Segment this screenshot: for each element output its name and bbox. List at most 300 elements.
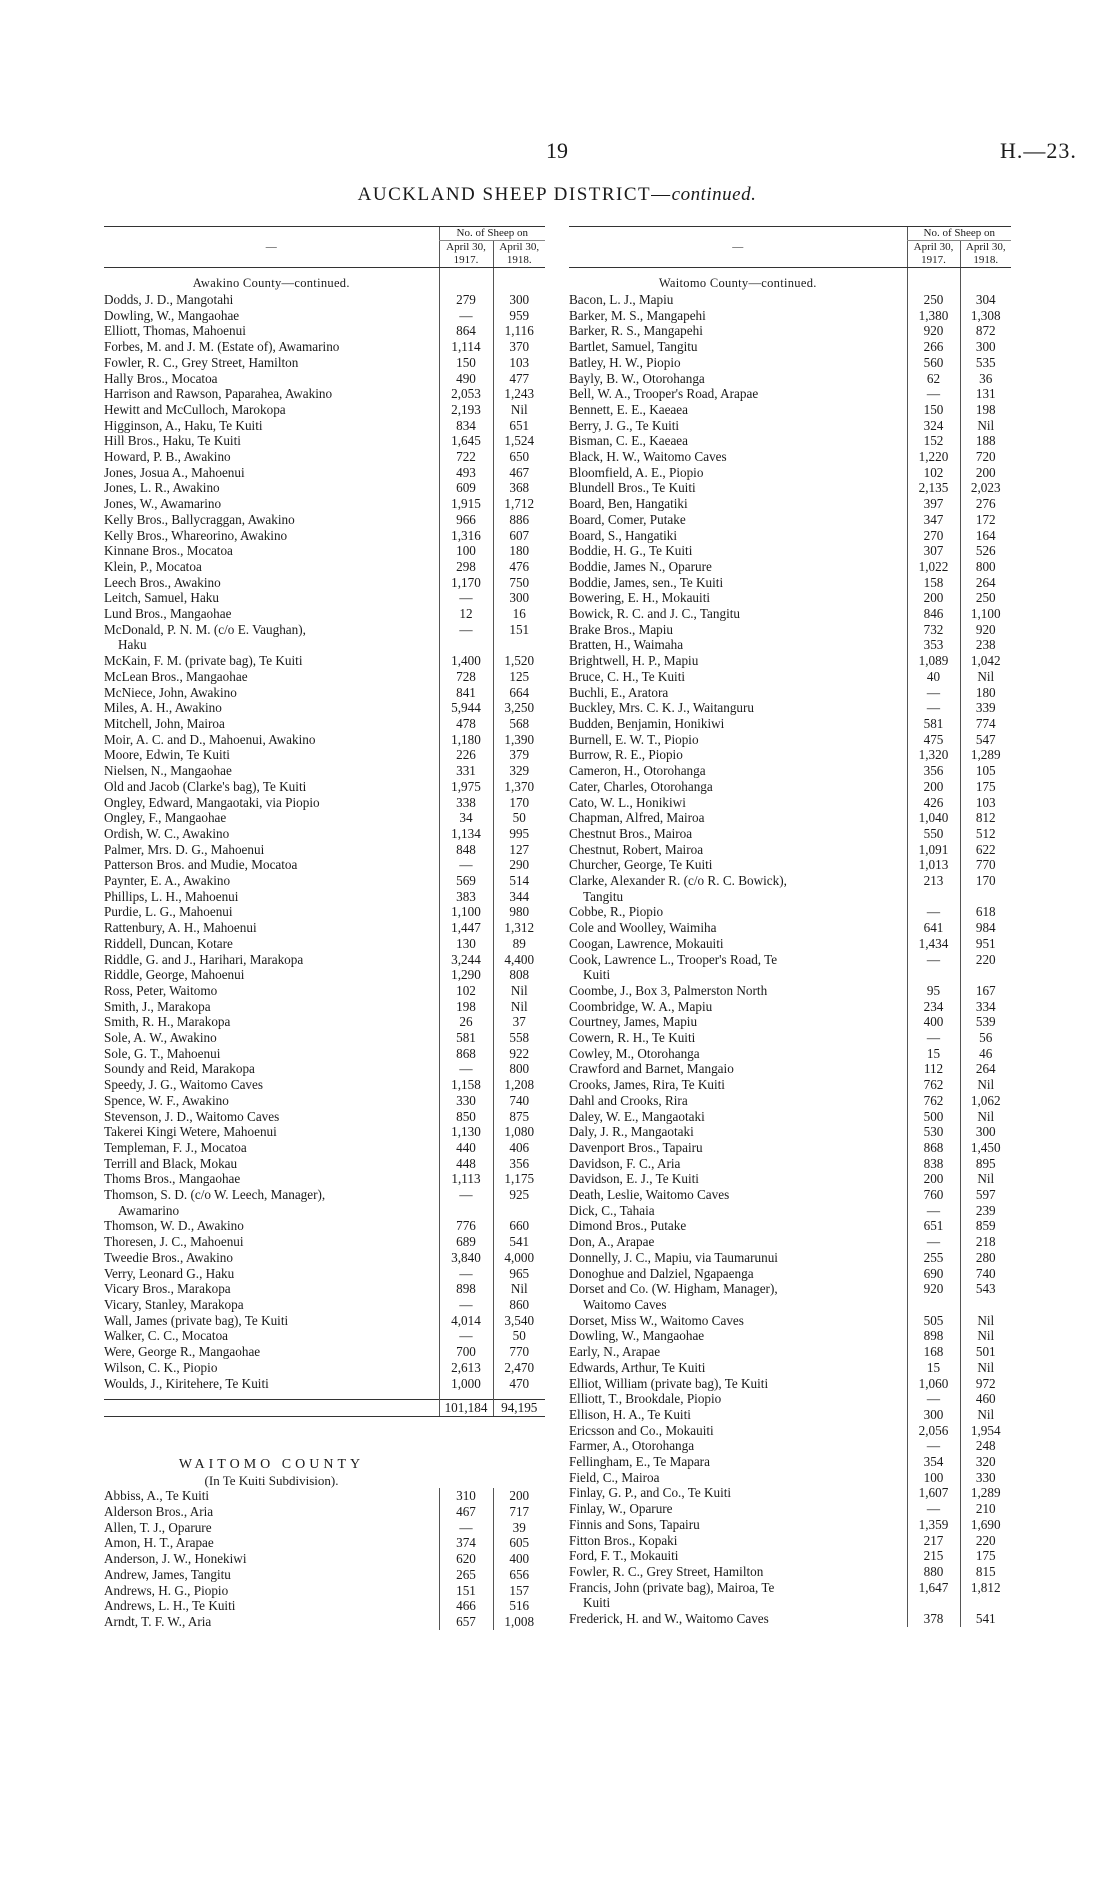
section-heading: Waitomo County—continued. <box>658 276 817 291</box>
sheep-1918: 1,712 <box>493 496 545 512</box>
owner-name: Riddle, G. and J., Harihari, Marakopa <box>104 951 304 967</box>
table-row <box>104 575 545 591</box>
table-row <box>104 873 545 889</box>
table-row <box>104 386 545 402</box>
sheep-1918: 800 <box>960 559 1011 575</box>
sheep-1917: 347 <box>907 512 960 528</box>
owner-name: Burrow, R. E., Piopio <box>569 747 683 763</box>
sheep-1917: 1,647 <box>907 1580 960 1596</box>
sheep-1918: 1,080 <box>493 1124 545 1140</box>
sheep-1917: 2,056 <box>907 1423 960 1439</box>
sheep-1918: 264 <box>960 575 1011 591</box>
table-row <box>569 1093 1011 1109</box>
sheep-1918: 984 <box>960 920 1011 936</box>
sheep-1918: 46 <box>960 1046 1011 1062</box>
sheep-1918: 50 <box>493 1328 545 1344</box>
table-row <box>104 496 545 512</box>
table-row <box>104 653 545 669</box>
sheep-1918: 875 <box>493 1109 545 1125</box>
sheep-1918 <box>960 889 1011 905</box>
sheep-1917: 2,135 <box>907 480 960 496</box>
owner-name: Templeman, F. J., Mocatoa <box>104 1139 247 1155</box>
owner-name: Old and Jacob (Clarke's bag), Te Kuiti <box>104 778 307 794</box>
sheep-1918: 276 <box>960 496 1011 512</box>
table-row <box>104 1614 545 1630</box>
sheep-1917 <box>907 889 960 905</box>
table-row <box>569 1030 1011 1046</box>
sheep-1918: 605 <box>493 1535 545 1551</box>
table-row <box>569 339 1011 355</box>
table-row <box>569 637 1011 653</box>
table-row <box>104 826 545 842</box>
table-row <box>569 857 1011 873</box>
sheep-1917: — <box>907 1391 960 1407</box>
sheep-1917: 880 <box>907 1564 960 1580</box>
sheep-1918: 39 <box>493 1520 545 1536</box>
table-row <box>104 904 545 920</box>
sheep-1918: 1,520 <box>493 653 545 669</box>
section-heading: Awakino County—continued. <box>192 276 350 291</box>
table-row <box>104 1416 545 1457</box>
table-row <box>569 606 1011 622</box>
sheep-1917: 383 <box>439 889 493 905</box>
table-row <box>569 1046 1011 1062</box>
sheep-1918: 1,954 <box>960 1423 1011 1439</box>
owner-name: Soundy and Reid, Marakopa <box>104 1061 255 1077</box>
owner-name: Elliott, T., Brookdale, Piopio <box>569 1391 722 1407</box>
sheep-1917: 324 <box>907 418 960 434</box>
sheep-1918: 541 <box>493 1234 545 1250</box>
sheep-1918: 650 <box>493 449 545 465</box>
owner-name: Brightwell, H. P., Mapiu <box>569 653 699 669</box>
table-row <box>569 323 1011 339</box>
sheep-1917: 307 <box>907 543 960 559</box>
sheep-1917: 475 <box>907 732 960 748</box>
table-row <box>104 1504 545 1520</box>
sheep-1918 <box>960 1595 1011 1611</box>
owner-name: Coombridge, W. A., Mapiu <box>569 998 713 1014</box>
owner-name: Waitomo Caves <box>583 1297 667 1312</box>
sheep-1917 <box>439 637 493 653</box>
owner-name: Board, S., Hangatiki <box>569 527 678 543</box>
sheep-1917: 330 <box>439 1093 493 1109</box>
right-table <box>569 226 1011 1627</box>
owner-name: Daly, J. R., Mangaotaki <box>569 1124 694 1140</box>
sheep-1918: 370 <box>493 339 545 355</box>
sheep-1918: 895 <box>960 1156 1011 1172</box>
sheep-1918: 330 <box>960 1470 1011 1486</box>
right-table-body <box>569 268 1011 1627</box>
table-row <box>569 1156 1011 1172</box>
table-row <box>104 355 545 371</box>
sheep-1917: 689 <box>439 1234 493 1250</box>
owner-name: Sole, A. W., Awakino <box>104 1030 217 1046</box>
owner-name: Fowler, R. C., Grey Street, Hamilton <box>569 1563 764 1579</box>
sheep-1918: 131 <box>960 386 1011 402</box>
sheep-1918: 3,540 <box>493 1313 545 1329</box>
owner-name: Ford, F. T., Mokauiti <box>569 1548 679 1564</box>
sheep-1917: 200 <box>907 1171 960 1187</box>
sheep-1917: 354 <box>907 1454 960 1470</box>
owner-name: Hally Bros., Mocatoa <box>104 370 218 386</box>
owner-name: Allen, T. J., Oparure <box>104 1519 212 1535</box>
sheep-1917: — <box>439 1061 493 1077</box>
owner-name: Cobbe, R., Piopio <box>569 904 664 920</box>
sheep-1917: 150 <box>439 355 493 371</box>
sheep-1918: 300 <box>493 590 545 606</box>
owner-name: Thoresen, J. C., Mahoenui <box>104 1234 244 1250</box>
sheep-1918: 720 <box>960 449 1011 465</box>
owner-name: Crawford and Barnet, Mangaio <box>569 1061 734 1077</box>
sheep-1917: 732 <box>907 622 960 638</box>
sheep-1917: 1,915 <box>439 496 493 512</box>
owner-name: Davidson, F. C., Aria <box>569 1155 681 1171</box>
owner-name: McKain, F. M. (private bag), Te Kuiti <box>104 653 303 669</box>
table-row <box>569 1061 1011 1077</box>
sheep-1918: 922 <box>493 1046 545 1062</box>
sheep-1918: 1,062 <box>960 1093 1011 1109</box>
table-row <box>104 1598 545 1614</box>
sheep-1917: — <box>439 1328 493 1344</box>
owner-name: Hill Bros., Haku, Te Kuiti <box>104 433 241 449</box>
spacer-cell <box>439 268 493 293</box>
sheep-1917: 493 <box>439 465 493 481</box>
sheep-1918: 3,250 <box>493 700 545 716</box>
table-row <box>104 433 545 449</box>
sheep-1918: 965 <box>493 1266 545 1282</box>
sheep-1918: Nil <box>960 1313 1011 1329</box>
table-row <box>569 999 1011 1015</box>
sheep-1918: 717 <box>493 1504 545 1520</box>
table-row <box>569 653 1011 669</box>
sheep-1917: — <box>907 685 960 701</box>
sheep-1917: — <box>439 622 493 638</box>
sheep-1918: 220 <box>960 1533 1011 1549</box>
spacer-cell <box>493 1457 545 1473</box>
table-row <box>569 433 1011 449</box>
sheep-1917: 657 <box>439 1614 493 1630</box>
table-row <box>104 1551 545 1567</box>
owner-name: Buckley, Mrs. C. K. J., Waitanguru <box>569 700 755 716</box>
owner-name: Finlay, G. P., and Co., Te Kuiti <box>569 1485 732 1501</box>
owner-name: Bacon, L. J., Mapiu <box>569 292 674 307</box>
table-row <box>569 1517 1011 1533</box>
sheep-1917: 338 <box>439 795 493 811</box>
table-row <box>104 1313 545 1329</box>
sheep-1918: 300 <box>960 339 1011 355</box>
total-label <box>104 1400 439 1417</box>
owner-name: Riddle, George, Mahoenui <box>104 967 245 983</box>
table-row <box>569 952 1011 968</box>
owner-name: Wall, James (private bag), Te Kuiti <box>104 1312 289 1328</box>
sheep-1918: 89 <box>493 936 545 952</box>
owner-name: Dowling, W., Mangaohae <box>569 1328 705 1344</box>
sheep-1917: 490 <box>439 371 493 387</box>
table-row <box>104 1535 545 1551</box>
owner-name: Bloomfield, A. E., Piopio <box>569 464 704 480</box>
table-row <box>569 1014 1011 1030</box>
sheep-1918: 339 <box>960 700 1011 716</box>
owner-name: Courtney, James, Mapiu <box>569 1014 698 1030</box>
owner-name: Rattenbury, A. H., Mahoenui <box>104 920 257 936</box>
owner-name: Kuiti <box>583 1595 611 1611</box>
sheep-1918: 2,470 <box>493 1360 545 1376</box>
table-row <box>104 1093 545 1109</box>
owner-name: Thomson, S. D. (c/o W. Leech, Manager), <box>104 1187 326 1203</box>
sheep-1917: 864 <box>439 323 493 339</box>
sheep-1917: 920 <box>907 1281 960 1297</box>
table-row <box>104 1077 545 1093</box>
sheep-1918: 304 <box>960 292 1011 308</box>
table-row <box>104 1266 545 1282</box>
sheep-1918: 248 <box>960 1438 1011 1454</box>
owner-name: Jones, W., Awamarino <box>104 496 222 512</box>
owner-name: Boddie, James, sen., Te Kuiti <box>569 574 724 590</box>
sheep-1917: 1,013 <box>907 857 960 873</box>
sheep-1917: 776 <box>439 1218 493 1234</box>
sheep-1918: 740 <box>493 1093 545 1109</box>
spacer-cell <box>439 1391 493 1400</box>
sheep-1917: 848 <box>439 842 493 858</box>
sheep-1917: 300 <box>907 1407 960 1423</box>
table-row <box>104 700 545 716</box>
table-row <box>569 1564 1011 1580</box>
table-row <box>104 763 545 779</box>
owner-name: Arndt, T. F. W., Aria <box>104 1613 212 1629</box>
owner-name: Leech Bros., Awakino <box>104 574 221 590</box>
owner-name: Fellingham, E., Te Mapara <box>569 1454 710 1470</box>
table-row <box>569 1376 1011 1392</box>
sheep-1918: 750 <box>493 575 545 591</box>
owner-name: Fowler, R. C., Grey Street, Hamilton <box>104 354 299 370</box>
sheep-1917: 1,060 <box>907 1376 960 1392</box>
sheep-1917: 1,040 <box>907 810 960 826</box>
table-row <box>104 590 545 606</box>
sheep-1918: 568 <box>493 716 545 732</box>
table-row <box>104 1360 545 1376</box>
sheep-1918 <box>960 967 1011 983</box>
owner-name: Haku <box>118 637 147 653</box>
sheep-1917: 1,220 <box>907 449 960 465</box>
sheep-1917: — <box>439 1187 493 1203</box>
sheep-1918: 250 <box>960 590 1011 606</box>
table-row <box>569 1595 1011 1611</box>
sheep-1917: 62 <box>907 371 960 387</box>
table-row <box>569 1438 1011 1454</box>
sheep-1918: 622 <box>960 842 1011 858</box>
sheep-1917: 1,975 <box>439 779 493 795</box>
col-1918-header: April 30, 1918. <box>960 241 1011 268</box>
sheep-1918: Nil <box>960 1360 1011 1376</box>
sheep-1917: 467 <box>439 1504 493 1520</box>
table-row <box>104 1061 545 1077</box>
spacer-cell <box>493 1391 545 1400</box>
owner-name: Finnis and Sons, Tapairu <box>569 1516 700 1532</box>
sheep-1917: 26 <box>439 1014 493 1030</box>
sheep-1917: 100 <box>439 543 493 559</box>
owner-name: Cameron, H., Otorohanga <box>569 763 706 779</box>
sheep-1917: 722 <box>439 449 493 465</box>
owner-name: Bratten, H., Waimaha <box>569 637 684 653</box>
sheep-1918: 972 <box>960 1376 1011 1392</box>
sheep-1918: 1,812 <box>960 1580 1011 1596</box>
owner-name: Burnell, E. W. T., Piopio <box>569 731 699 747</box>
owner-name: Mitchell, John, Mairoa <box>104 715 225 731</box>
sheep-1918: Nil <box>960 1109 1011 1125</box>
owner-name: Davidson, E. J., Te Kuiti <box>569 1171 699 1187</box>
sheep-1918: 200 <box>493 1488 545 1504</box>
table-row <box>569 716 1011 732</box>
owner-name: Cowern, R. H., Te Kuiti <box>569 1030 696 1046</box>
owner-name: Tangitu <box>583 888 624 904</box>
sheep-1918 <box>960 1297 1011 1313</box>
sheep-1917: — <box>907 1501 960 1517</box>
owner-name: Hewitt and McCulloch, Marokopa <box>104 401 286 417</box>
sheep-1917: — <box>439 1266 493 1282</box>
sheep-1918: 180 <box>960 685 1011 701</box>
sheep-1917: 898 <box>907 1328 960 1344</box>
owner-name: Higginson, A., Haku, Te Kuiti <box>104 417 263 433</box>
sheep-1917: 868 <box>439 1046 493 1062</box>
title-main: AUCKLAND SHEEP DISTRICT— <box>357 184 672 205</box>
table-row <box>569 528 1011 544</box>
table-row <box>569 449 1011 465</box>
sheep-1917: 641 <box>907 920 960 936</box>
owner-name: Ordish, W. C., Awakino <box>104 825 230 841</box>
sheep-1918: 198 <box>960 402 1011 418</box>
owner-name: Chestnut, Robert, Mairoa <box>569 841 704 857</box>
sheep-1918: 175 <box>960 779 1011 795</box>
sheep-1917: 478 <box>439 716 493 732</box>
owner-name: Finlay, W., Oparure <box>569 1501 673 1517</box>
sheep-1917: 620 <box>439 1551 493 1567</box>
sheep-1917: — <box>907 952 960 968</box>
sheep-1918: 460 <box>960 1391 1011 1407</box>
sheep-1917: 550 <box>907 826 960 842</box>
owner-name: Black, H. W., Waitomo Caves <box>569 449 727 465</box>
sheep-1918: 1,116 <box>493 323 545 339</box>
sheep-1918: 925 <box>493 1187 545 1203</box>
table-row <box>569 1297 1011 1313</box>
right-column <box>569 226 1011 1627</box>
table-row <box>569 559 1011 575</box>
spacer-cell <box>493 1416 545 1457</box>
owner-name: Vicary Bros., Marakopa <box>104 1281 231 1297</box>
name-header: — <box>569 227 907 268</box>
sheep-1918: 172 <box>960 512 1011 528</box>
page-title <box>0 184 1114 206</box>
owner-name: Dodds, J. D., Mangotahi <box>104 292 234 307</box>
owner-name: Barker, R. S., Mangapehi <box>569 323 703 339</box>
owner-name: Bowering, E. H., Mokauiti <box>569 590 711 606</box>
sheep-1918: 995 <box>493 826 545 842</box>
owner-name: Francis, John (private bag), Mairoa, Te <box>569 1579 775 1595</box>
table-row <box>104 669 545 685</box>
owner-name: Elliot, William (private bag), Te Kuiti <box>569 1375 769 1391</box>
table-row <box>569 1140 1011 1156</box>
owner-name: Death, Leslie, Waitomo Caves <box>569 1187 730 1203</box>
owner-name: Andrews, H. G., Piopio <box>104 1582 229 1598</box>
sheep-1917: 1,180 <box>439 732 493 748</box>
owner-name: Alderson Bros., Aria <box>104 1504 214 1520</box>
owner-name: Moore, Edwin, Te Kuiti <box>104 747 230 763</box>
sheep-1917: 1,607 <box>907 1485 960 1501</box>
table-row <box>569 1187 1011 1203</box>
owner-name: Thoms Bros., Mangaohae <box>104 1171 241 1187</box>
sheep-1918: 379 <box>493 747 545 763</box>
table-row <box>569 1218 1011 1234</box>
sheep-1917: 1,434 <box>907 936 960 952</box>
sheep-1917: — <box>439 308 493 324</box>
owner-name: Ellison, H. A., Te Kuiti <box>569 1406 691 1422</box>
owner-name: Board, Ben, Hangatiki <box>569 496 688 512</box>
table-row <box>569 889 1011 905</box>
owner-name: Moir, A. C. and D., Mahoenui, Awakino <box>104 731 316 747</box>
sheep-1918: 1,524 <box>493 433 545 449</box>
sheep-1918: 180 <box>493 543 545 559</box>
owner-name: Bartlet, Samuel, Tangitu <box>569 339 698 355</box>
sheep-1917: 1,158 <box>439 1077 493 1093</box>
sheep-1918: 1,008 <box>493 1614 545 1630</box>
sheep-1917: — <box>439 1297 493 1313</box>
owner-name: Kelly Bros., Ballycraggan, Awakino <box>104 511 295 527</box>
sheep-1918: 547 <box>960 732 1011 748</box>
sheep-1918: 50 <box>493 810 545 826</box>
owner-name: Thomson, W. D., Awakino <box>104 1218 244 1234</box>
table-row <box>569 795 1011 811</box>
owner-name: Miles, A. H., Awakino <box>104 700 222 716</box>
sheep-1917: 168 <box>907 1344 960 1360</box>
sheep-1918: 1,175 <box>493 1171 545 1187</box>
table-row <box>104 1328 545 1344</box>
left-table <box>104 226 545 1630</box>
sheep-1918: 467 <box>493 465 545 481</box>
sheep-1918: 770 <box>493 1344 545 1360</box>
spacer-cell <box>439 1416 493 1457</box>
sheep-1917: 500 <box>907 1109 960 1125</box>
sheep-1918: 1,243 <box>493 386 545 402</box>
table-row <box>104 543 545 559</box>
sheep-1918: 218 <box>960 1234 1011 1250</box>
owner-name: Amon, H. T., Arapae <box>104 1535 214 1551</box>
sheep-1918: Nil <box>960 669 1011 685</box>
sheep-1917: 1,380 <box>907 308 960 324</box>
owner-name: Patterson Bros. and Mudie, Mocatoa <box>104 857 298 873</box>
owner-name: Cater, Charles, Otorohanga <box>569 778 713 794</box>
sheep-1918: 1,690 <box>960 1517 1011 1533</box>
owner-name: Coombe, J., Box 3, Palmerston North <box>569 982 768 998</box>
sheep-1918: 770 <box>960 857 1011 873</box>
owner-name: Purdie, L. G., Mahoenui <box>104 904 233 920</box>
sheep-1918: 959 <box>493 308 545 324</box>
table-row <box>569 936 1011 952</box>
sheep-1918: 859 <box>960 1218 1011 1234</box>
sheep-1917: 310 <box>439 1488 493 1504</box>
sheep-1918: 127 <box>493 842 545 858</box>
sheep-1917: 152 <box>907 433 960 449</box>
owner-name: Riddell, Duncan, Kotare <box>104 935 233 951</box>
sheep-1917: 298 <box>439 559 493 575</box>
table-row <box>104 795 545 811</box>
owner-name: Crooks, James, Rira, Te Kuiti <box>569 1077 725 1093</box>
table-row <box>569 1109 1011 1125</box>
table-row <box>104 1124 545 1140</box>
table-row <box>569 308 1011 324</box>
owner-name: Woulds, J., Kiritehere, Te Kuiti <box>104 1375 269 1391</box>
table-row <box>104 402 545 418</box>
sheep-1917: 353 <box>907 637 960 653</box>
sheep-1918: 872 <box>960 323 1011 339</box>
